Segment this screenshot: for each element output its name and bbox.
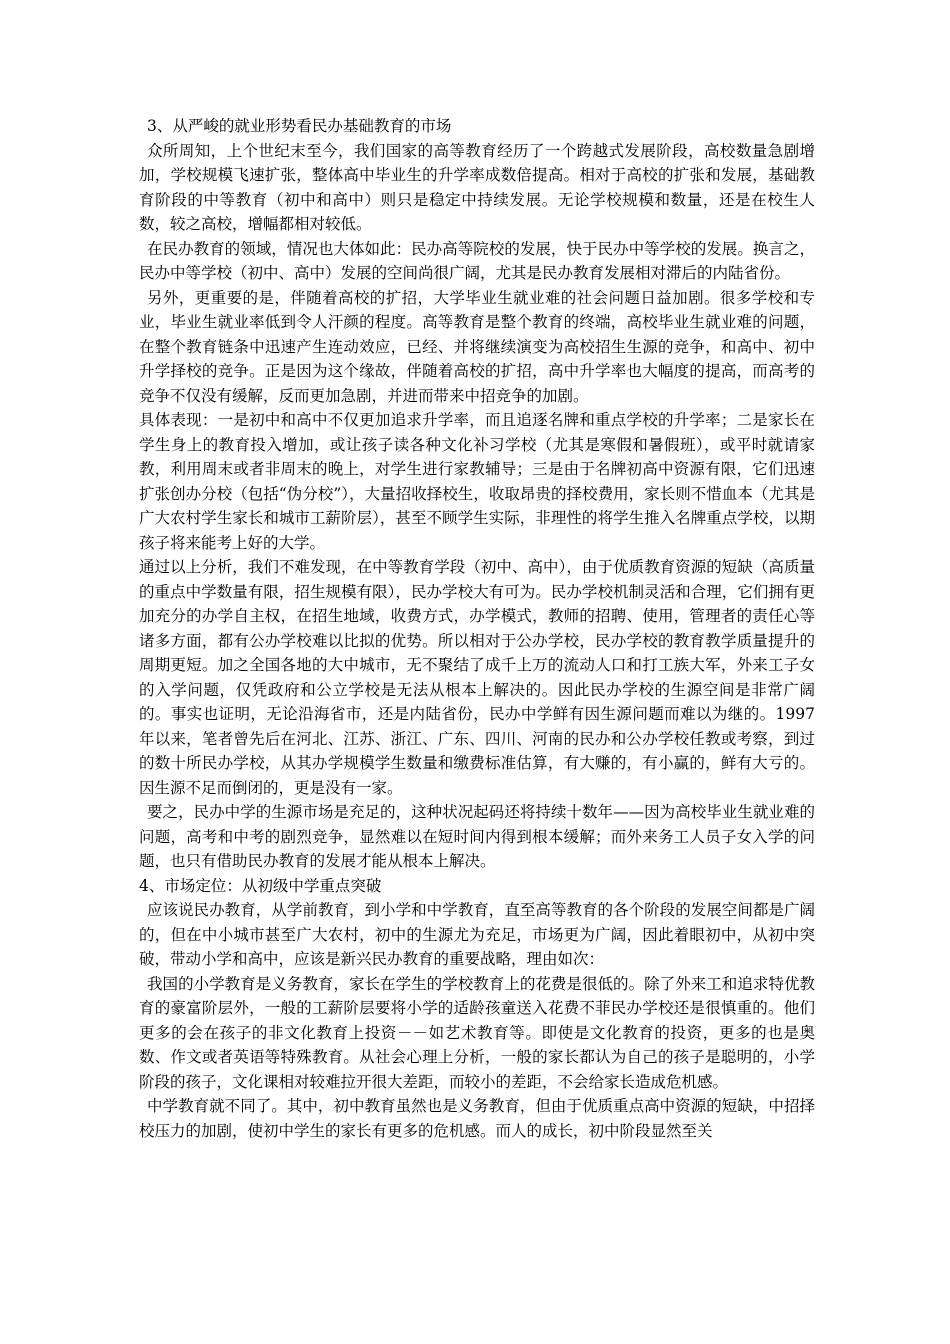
paragraph: 另外，更重要的是，伴随着高校的扩招，大学毕业生就业难的社会问题日益加剧。很多学校和专业，毕业生就业率低到令人汗颜的程度。高等教育是整个教育的终端，高校毕业生就业难的问题，在整个教育链条中迅速产生连动效应，已经、并将继续演变为高校招生生源的竞争，和高中、初中升学择校的竞争。正是因为这个缘故，伴随着高校的扩招，高中升学率也大幅度的提高，而高考的竞争不仅没有缓解，反而更加急剧，并进而带来中招竞争的加剧。: [139, 288, 815, 405]
paragraph: 我国的小学教育是义务教育，家长在学生的学校教育上的花费是很低的。除了外来工和追求特优教育的豪富阶层外，一般的工薪阶层要将小学的适龄孩童送入花费不菲民办学校还是很慎重的。他们更多的会在孩子的非文化教育上投资－－如艺术教育等。即使是文化教育的投资，更多的也是奥数、作文或者英语等特殊教育。从社会心理上分析，一般的家长都认为自己的孩子是聪明的，小学阶段的孩子，文化课相对较难拉开很大差距，而较小的差距，不会给家长造成危机感。: [139, 974, 815, 1091]
paragraph: 具体表现：一是初中和高中不仅更加追求升学率，而且追逐名牌和重点学校的升学率；二是家长在学生身上的教育投入增加，或让孩子读各种文化补习学校（尤其是寒假和暑假班），或平时就请家教，利用周末或者非周末的晚上，对学生进行家教辅导；三是由于名牌初高中资源有限，它们迅速扩张创办分校（包括“伪分校”），大量招收择校生，收取昂贵的择校费用，家长则不惜血本（尤其是广大农村学生家长和城市工薪阶层），甚至不顾学生实际，非理性的将学生推入名牌重点学校，以期孩子将来能考上好的大学。: [139, 411, 815, 552]
paragraph: 中学教育就不同了。其中，初中教育虽然也是义务教育，但由于优质重点高中资源的短缺，中招择校压力的加剧，使初中学生的家长有更多的危机感。而人的成长，初中阶段显然至关: [139, 1097, 815, 1140]
paragraph: 通过以上分析，我们不难发现，在中等教育学段（初中、高中），由于优质教育资源的短缺（高质量的重点中学数量有限，招生规模有限），民办学校大有可为。民办学校机制灵活和合理，它们拥有更加充分的办学自主权，在招生地域，收费方式，办学模式，教师的招聘、使用，管理者的责任心等诸多方面，都有公办学校难以比拟的优势。所以相对于公办学校，民办学校的教育教学质量提升的周期更短。加之全国各地的大中城市，无不聚结了成千上万的流动人口和打工族大军，外来工子女的入学问题，仅凭政府和公立学校是无法从根本上解决的。因此民办学校的生源空间是非常广阔的。事实也证明，无论沿海省市，还是内陆省份，民办中学鲜有因生源问题而难以为继的。1997 年以来，笔者曾先后在河北、江苏、浙江、广东、四川、河南的民办和公办学校任教或考察，到过的数十所民办学校，从其办学规模学生数量和缴费标准估算，有大赚的，有小赢的，鲜有大亏的。因生源不足而倒闭的，更是没有一家。: [139, 558, 815, 797]
paragraph: 在民办教育的领域，情况也大体如此：民办高等院校的发展，快于民办中等学校的发展。换言之，民办中等学校（初中、高中）发展的空间尚很广阔，尤其是民办教育发展相对滞后的内陆省份。: [139, 239, 815, 282]
paragraph: 要之，民办中学的生源市场是充足的，这种状况起码还将持续十数年——因为高校毕业生就业难的问题，高考和中考的剧烈竞争，显然难以在短时间内得到根本缓解；而外来务工人员子女入学的问题，也只有借助民办教育的发展才能从根本上解决。: [139, 803, 815, 870]
paragraph: 应该说民办教育，从学前教育，到小学和中学教育，直至高等教育的各个阶段的发展空间都是广阔的，但在中小城市甚至广大农村，初中的生源尤为充足，市场更为广阔，因此着眼初中，从初中突破，带动小学和高中，应该是新兴民办教育的重要战略，理由如次：: [139, 901, 815, 968]
section-heading-4: 4、市场定位：从初级中学重点突破: [139, 876, 382, 895]
document-body: [139, 114, 815, 1143]
paragraph: 众所周知，上个世纪末至今，我们国家的高等教育经历了一个跨越式发展阶段，高校数量急剧增加，学校规模飞速扩张，整体高中毕业生的升学率成数倍提高。相对于高校的扩张和发展，基础教育阶段的中等教育（初中和高中）则只是稳定中持续发展。无论学校规模和数量，还是在校生人数，较之高校，增幅都相对较低。: [139, 141, 815, 233]
section-heading-3: 3、从严峻的就业形势看民办基础教育的市场: [147, 117, 452, 135]
